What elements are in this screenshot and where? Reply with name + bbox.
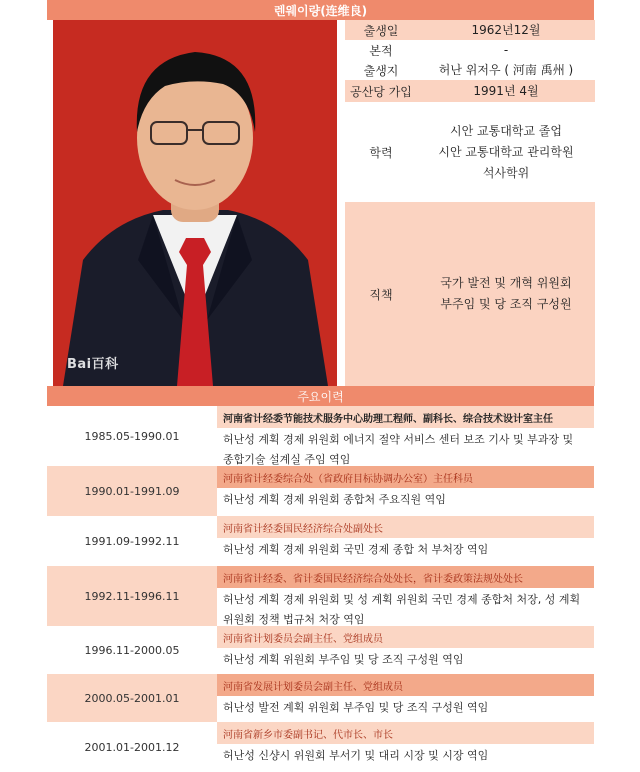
education-line: 석사학위: [482, 165, 530, 180]
career-title-kr: 허난성 계획 경제 위원회 에너지 절약 서비스 센터 보조 기사 및 부과장 및 종합기술 설계실 주임 역임: [217, 428, 594, 466]
birthplace-label: 출생지: [363, 63, 399, 78]
career-date: 1991.09-1992.11: [84, 534, 180, 548]
party-value: 1991년 4월: [473, 83, 539, 98]
info-row-party: [345, 80, 595, 102]
career-row: [47, 406, 594, 466]
education-label: 학력: [369, 145, 393, 160]
career-date: 1990.01-1991.09: [84, 484, 180, 498]
career-row: [47, 722, 594, 772]
career-row: [47, 566, 594, 626]
career-title-cn: 河南省计经委国民经济综合处副处长: [217, 516, 594, 538]
career-row: [47, 516, 594, 566]
career-title-kr: 허난성 계획 경제 위원회 종합처 주요직원 역임: [217, 488, 594, 516]
education-line: 시안 교통대학교 졸업: [450, 123, 562, 138]
career-title-kr: 허난성 신샹시 위원회 부서기 및 대리 시장 및 시장 역임: [217, 744, 594, 772]
portrait-photo: [53, 20, 337, 386]
birth-label: 출생일: [363, 23, 399, 38]
position-line: 국가 발전 및 개혁 위원회: [440, 276, 572, 290]
career-row: [47, 466, 594, 516]
career-title-cn: 河南省计划委员会副主任、党组成员: [217, 626, 594, 648]
party-label: 공산당 가입: [350, 84, 412, 99]
birth-value: 1962년12월: [471, 22, 541, 37]
education-line: 시안 교통대학교 관리학원: [438, 144, 574, 159]
career-title-kr: 허난성 계획 경제 위원회 및 성 계획 위원회 국민 경제 종합처 처장, 성 계획 위원회 정책 법규처 처장 역임: [217, 588, 594, 626]
career-title-kr: 허난성 계획 경제 위원회 국민 경제 종합 처 부처장 역임: [217, 538, 594, 566]
career-date: 2000.05-2001.01: [84, 691, 180, 705]
career-title-kr: 허난성 발전 계획 위원회 부주임 및 당 조직 구성원 역임: [217, 696, 594, 722]
career-title-cn: 河南省计经委、省计委国民经济综合处处长，省计委政策法规处处长: [217, 566, 594, 588]
career-title-cn: 河南省计经委节能技术服务中心助理工程师、副科长、综合技术设计室主任: [217, 406, 594, 428]
info-row-position: [345, 202, 595, 386]
career-title-cn: 河南省发展计划委员会副主任、党组成员: [217, 674, 594, 696]
info-row-birthplace: [345, 60, 595, 80]
origin-value: -: [503, 42, 509, 57]
birthplace-value: 허난 위저우 ( 河南 禹州 ): [438, 62, 574, 77]
career-date: 1992.11-1996.11: [84, 589, 180, 603]
info-row-origin: [345, 40, 595, 60]
career-title-cn: 河南省新乡市委副书记、代市长、市长: [217, 722, 594, 744]
info-row-education: [345, 102, 595, 202]
page-title: 렌웨이량(连维良): [47, 0, 594, 20]
career-title-cn: 河南省计经委综合处（省政府目标协调办公室）主任科员: [217, 466, 594, 488]
career-row: [47, 674, 594, 722]
portrait-illustration: [53, 20, 337, 386]
career-date: 1985.05-1990.01: [84, 429, 180, 443]
career-date: 2001.01-2001.12: [84, 740, 180, 754]
origin-label: 본적: [369, 43, 393, 58]
career-date: 1996.11-2000.05: [84, 643, 180, 657]
info-row-birth: [345, 20, 595, 40]
position-value: [417, 273, 595, 315]
career-section-title: 주요이력: [47, 386, 594, 406]
career-title-kr: 허난성 계획 위원회 부주임 및 당 조직 구성원 역임: [217, 648, 594, 674]
baidu-watermark: Bai百科: [67, 357, 119, 372]
position-line: 부주임 및 당 조직 구성원: [440, 297, 572, 311]
position-label: 직책: [369, 287, 393, 302]
education-value: [417, 121, 595, 184]
career-row: [47, 626, 594, 674]
